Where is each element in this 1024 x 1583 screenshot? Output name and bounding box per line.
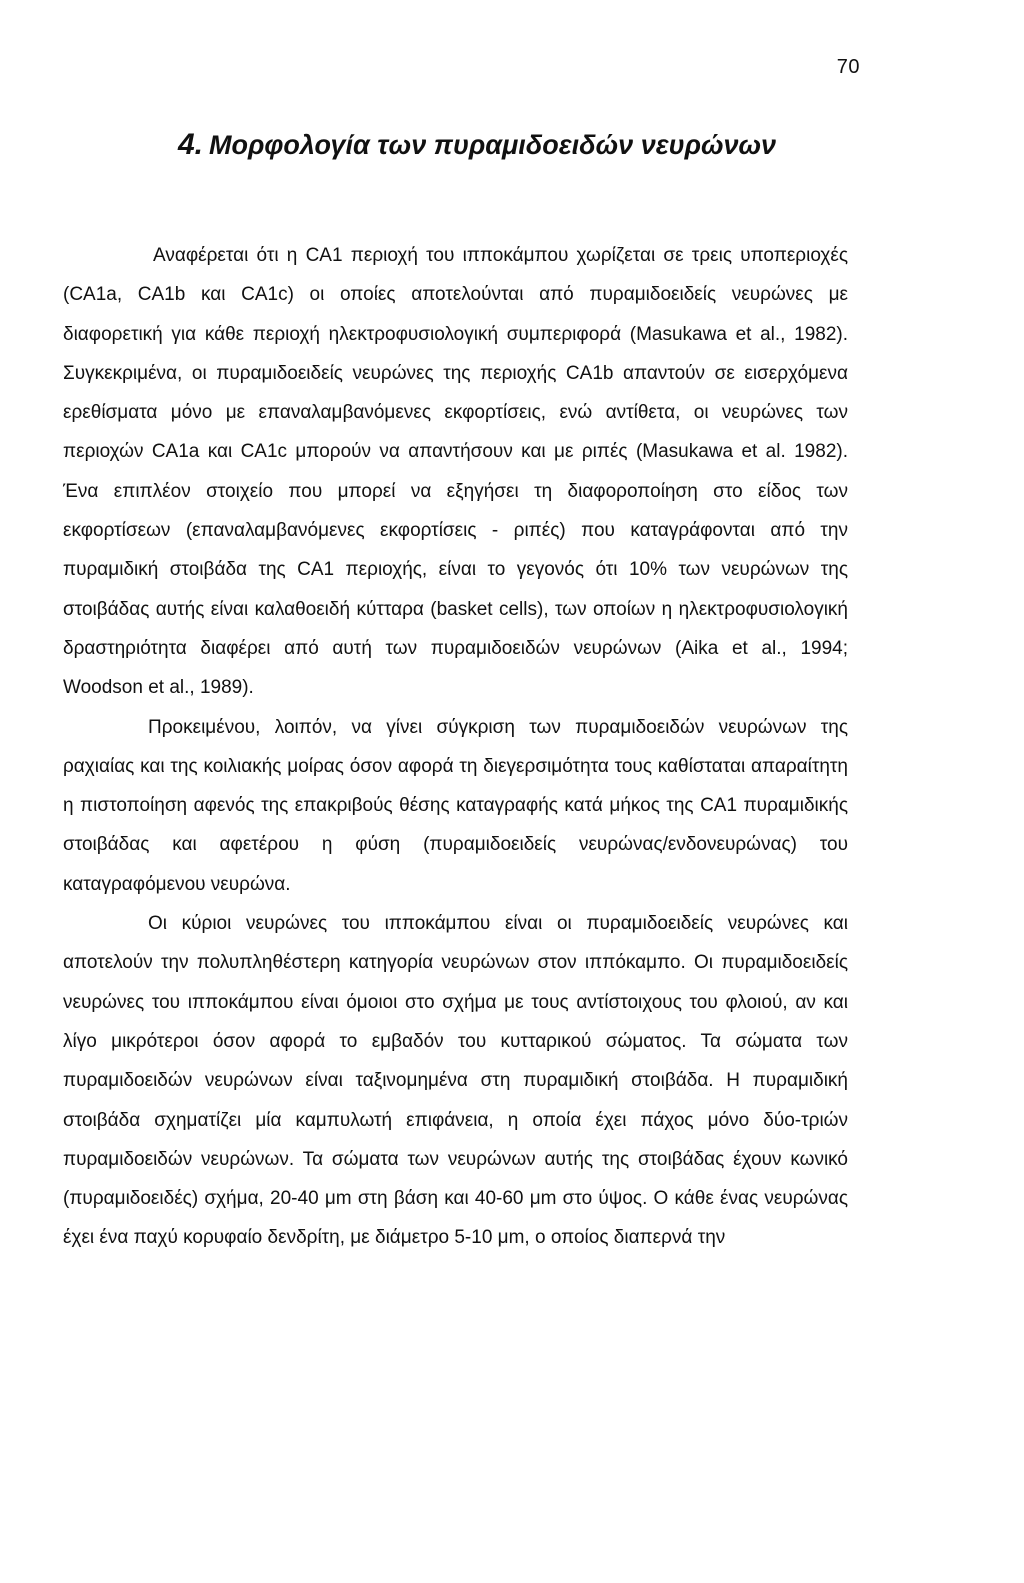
chapter-number: 4. [178,128,204,161]
paragraph-ca1-subregions: Αναφέρεται ότι η CA1 περιοχή του ιπποκάμπου χωρίζεται σε τρεις υποπεριοχές (CA1a, CA1b και CA1c) οι οποίες αποτελούνται από πυραμιδοειδείς νευρώνες με διαφορετική για κάθε περιοχή ηλεκτροφυσιολογική συμπεριφορά (Masukawa et al., 1982). Συγκεκριμένα, οι πυραμιδοειδείς νευρώνες της περιοχής CA1b απαντούν σε εισερχόμενα ερεθίσματα μόνο με επαναλαμβανόμενες εκφορτίσεις, ενώ αντίθετα, οι νευρώνες των περιοχών CA1a και CA1c μπορούν να απαντήσουν και με ριπές (Masukawa et al. 1982). Ένα επιπλέον στοιχείο που μπορεί να εξηγήσει τη διαφοροποίηση στο είδος των εκφορτίσεων (επαναλαμβανόμενες εκφορτίσεις - ριπές) που καταγράφονται από την πυραμιδική στοιβάδα της CA1 περιοχής, είναι το γεγονός ότι 10% των νευρώνων της στοιβάδας αυτής είναι καλαθοειδή κύτταρα (basket cells), των οποίων η ηλεκτροφυσιολογική δραστηριότητα διαφέρει από αυτή των πυραμιδοειδών νευρώνων (Aika et al., 1994; Woodson et al., 1989). [63,245,848,699]
paragraph-comparison: Προκειμένου, λοιπόν, να γίνει σύγκριση των πυραμιδοειδών νευρώνων της ραχιαίας και της κοιλιακής μοίρας όσον αφορά τη διεγερσιμότητα τους καθίσταται απαραίτητη η πιστοποίηση αφενός της επακριβούς θέσης καταγραφής κατά μήκος της CA1 πυραμιδικής στοιβάδας και αφετέρου η φύση (πυραμιδοειδείς νευρώνας/ενδονευρώνας) του καταγραφόμενου νευρώνα. [63,716,848,895]
page-number: 70 [836,56,860,78]
chapter-title-text: Μορφολογία των πυραμιδοειδών νευρώνων [209,130,777,160]
chapter-title [178,128,878,162]
paragraph-pyramidal-neurons: Οι κύριοι νευρώνες του ιπποκάμπου είναι οι πυραμιδοειδείς νευρώνες και αποτελούν την πολυπληθέστερη κατηγορία νευρώνων στον ιππόκαμπο. Οι πυραμιδοειδείς νευρώνες του ιπποκάμπου είναι όμοιοι στο σχήμα με τους αντίστοιχους του φλοιού, αν και λίγο μικρότεροι όσον αφορά το εμβαδόν του κυτταρικού σώματος. Τα σώματα των πυραμιδοειδών νευρώνων είναι ταξινομημένα στη πυραμιδική στοιβάδα. Η πυραμιδική στοιβάδα σχηματίζει μία καμπυλωτή επιφάνεια, η οποία έχει πάχος μόνο δύο-τριών πυραμιδοειδών νευρώνων. Τα σώματα των νευρώνων αυτής της στοιβάδας έχουν κωνικό (πυραμιδοειδές) σχήμα, 20-40 μm στη βάση και 40-60 μm στο ύψος. Ο κάθε ένας νευρώνας έχει ένα παχύ κορυφαίο δενδρίτη, με διάμετρο 5-10 μm, ο οποίος διαπερνά την [63,913,848,1249]
body-text [63,236,848,1258]
